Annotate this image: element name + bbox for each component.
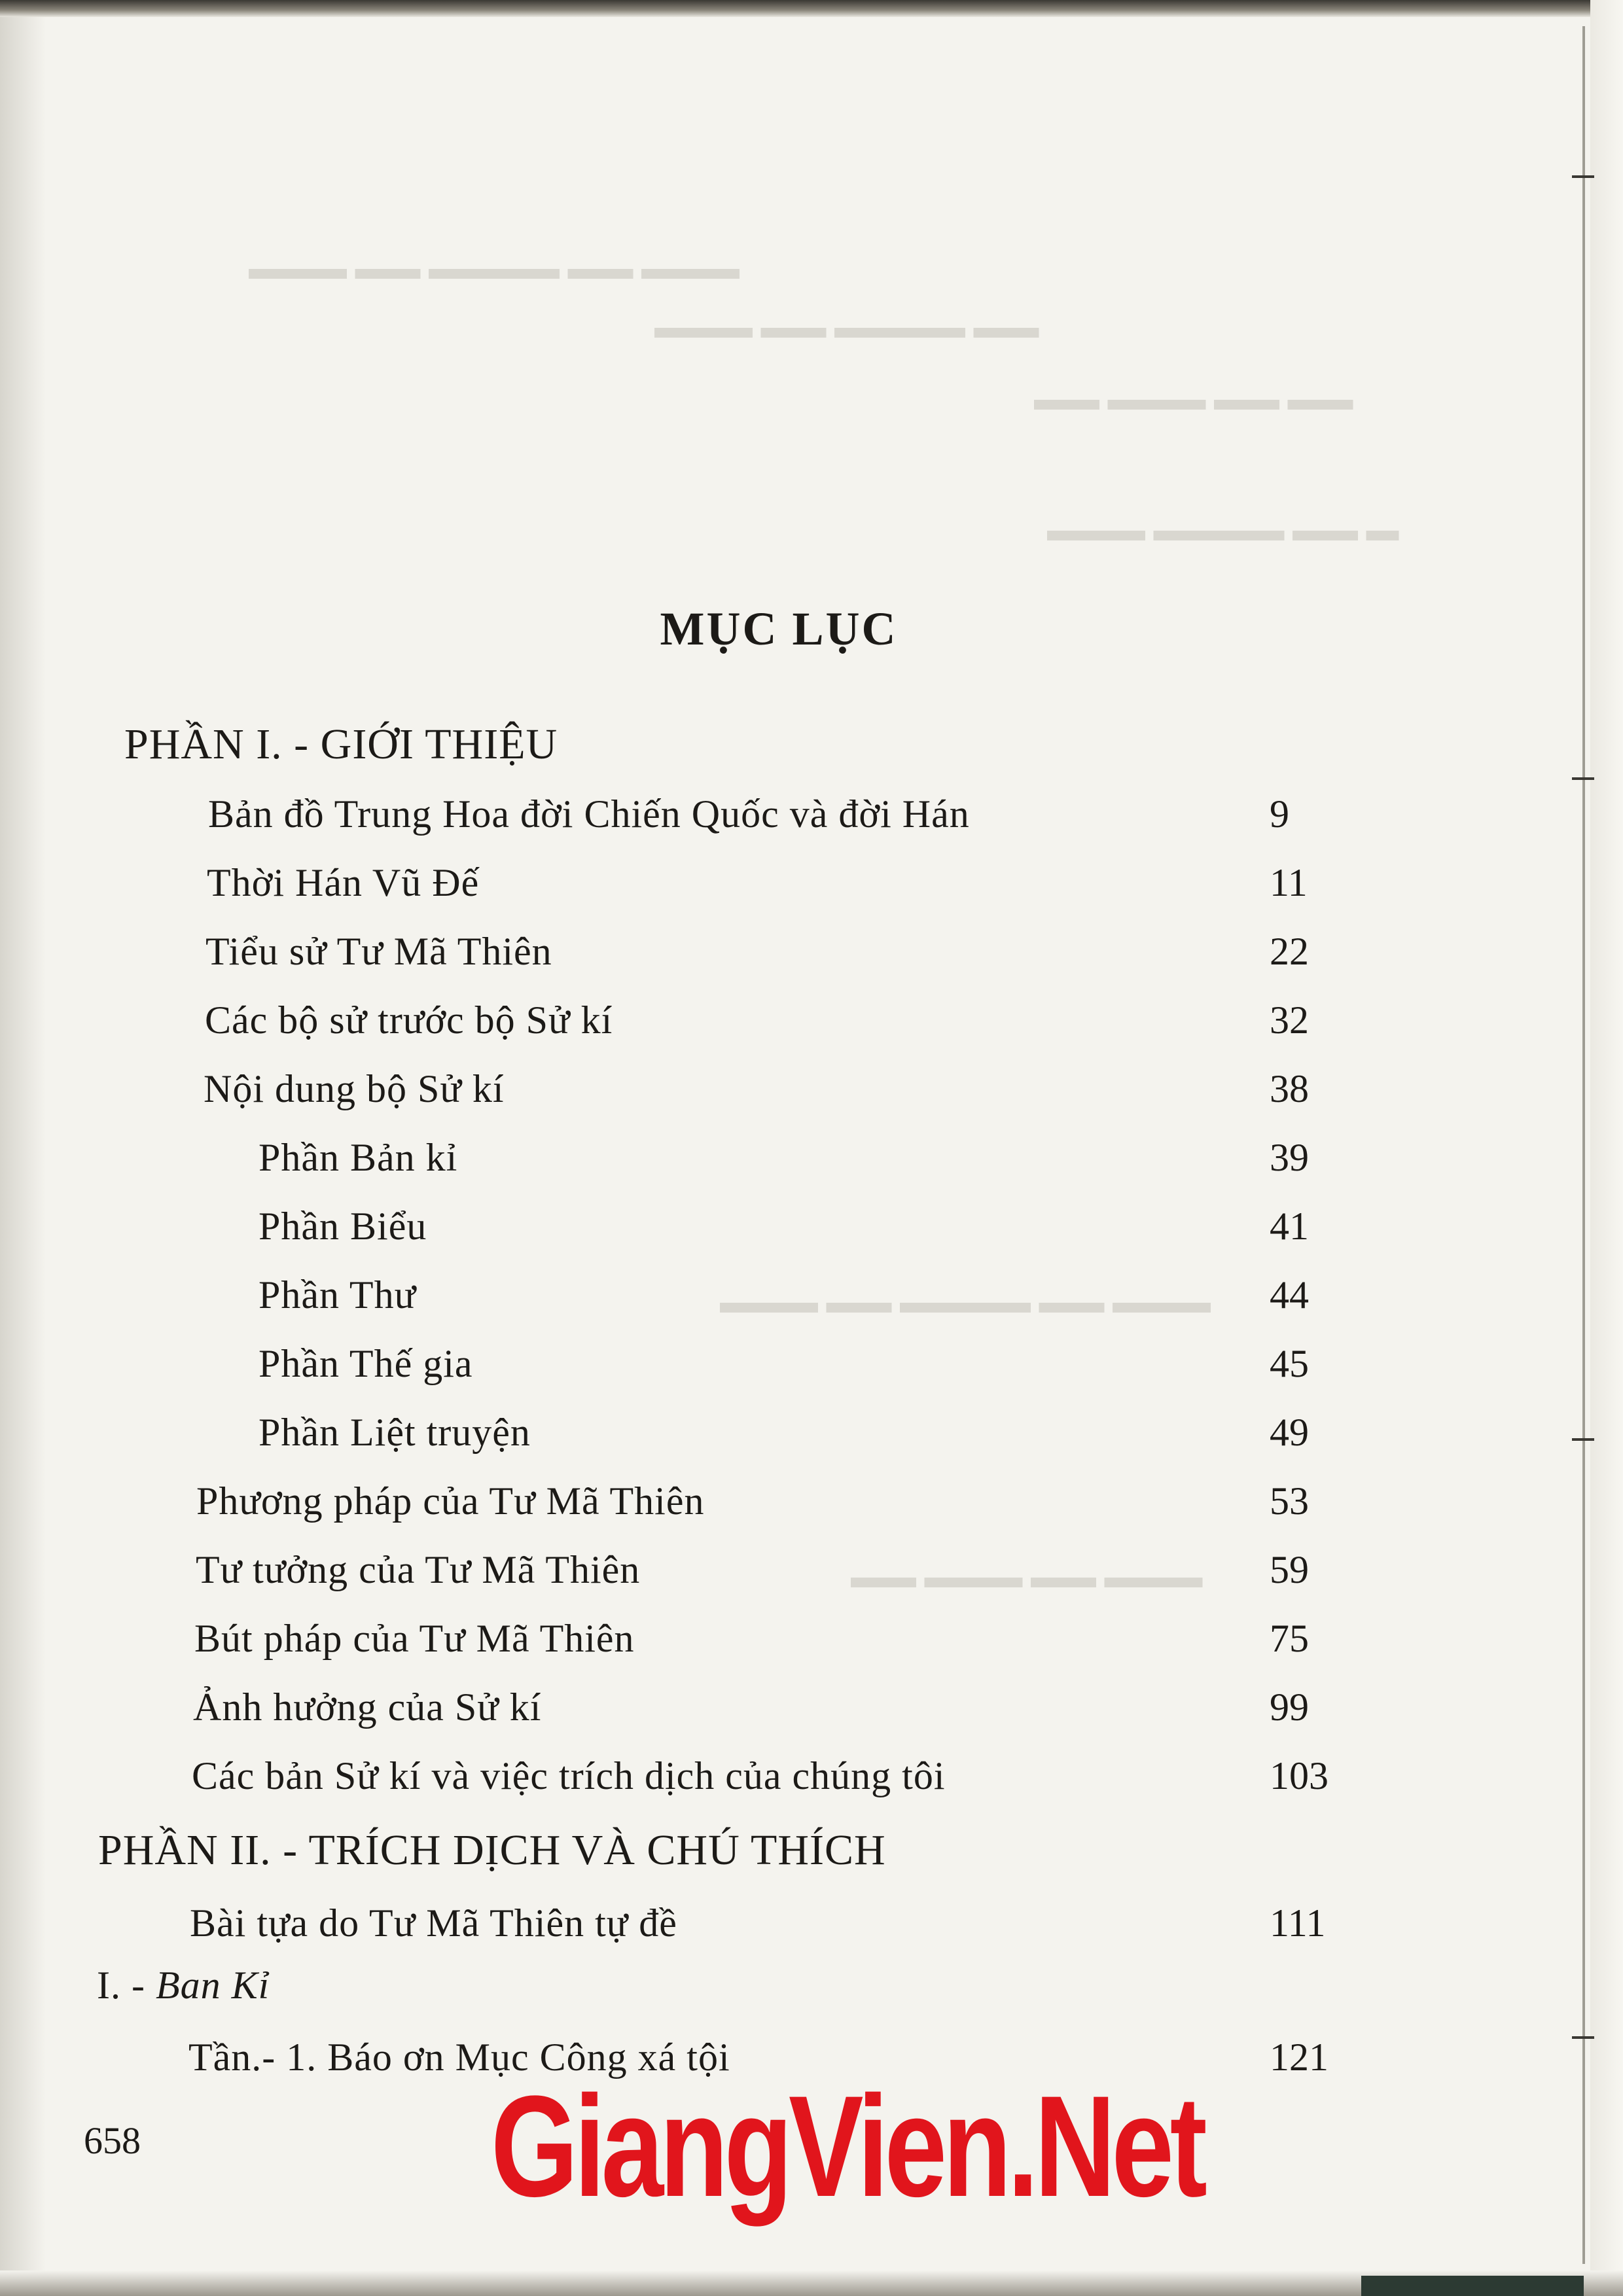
toc-entry-title[interactable]: Tần.- 1. Báo ơn Mục Công xá tội xyxy=(188,2036,730,2079)
toc-page-number: 49 xyxy=(1270,1411,1309,1454)
toc-entry-title[interactable]: Bút pháp của Tư Mã Thiên xyxy=(194,1617,635,1660)
toc-page-number: 9 xyxy=(1270,792,1289,836)
toc-page-number: 103 xyxy=(1270,1754,1329,1797)
scan-shadow-left xyxy=(0,0,46,2296)
toc-entry-title[interactable]: Phương pháp của Tư Mã Thiên xyxy=(196,1479,705,1523)
toc-entry-title[interactable]: Các bộ sử trước bộ Sử kí xyxy=(205,998,613,1042)
toc-page-number: 11 xyxy=(1270,861,1308,904)
toc-section-heading xyxy=(97,1963,270,2008)
edge-mark xyxy=(1572,777,1594,780)
toc-page-number: 53 xyxy=(1270,1479,1309,1523)
toc-page-number: 121 xyxy=(1270,2036,1329,2079)
toc-page-number: 22 xyxy=(1270,930,1309,973)
toc-entry-title[interactable]: Bài tựa do Tư Mã Thiên tự đề xyxy=(190,1901,677,1945)
toc-entry-title[interactable]: Tiểu sử Tư Mã Thiên xyxy=(205,930,552,973)
toc-entry-title[interactable]: Ảnh hưởng của Sử kí xyxy=(193,1686,542,1729)
toc-entry-title[interactable]: Tư tưởng của Tư Mã Thiên xyxy=(196,1548,641,1591)
toc-page-number: 75 xyxy=(1270,1617,1309,1660)
toc-page-number: 38 xyxy=(1270,1067,1309,1110)
toc-entry-title[interactable]: Thời Hán Vũ Đế xyxy=(207,861,480,904)
show-through-text: ▬▬ ▬▬▬ ▬▬ ▬▬▬ xyxy=(851,1558,1203,1595)
edge-mark xyxy=(1572,1438,1594,1441)
toc-page-number: 59 xyxy=(1270,1548,1309,1591)
toc-page-number: 99 xyxy=(1270,1686,1309,1729)
toc-section-prefix: I. - xyxy=(97,1964,156,2007)
toc-page-number: 45 xyxy=(1270,1342,1309,1385)
toc-entry-title[interactable]: Bản đồ Trung Hoa đời Chiến Quốc và đời Hán xyxy=(208,792,970,836)
scan-shadow-top xyxy=(0,0,1623,17)
toc-page-number: 44 xyxy=(1270,1273,1309,1316)
toc-entry-title[interactable]: Phần Bản kỉ xyxy=(259,1136,458,1179)
edge-mark xyxy=(1572,2036,1594,2039)
toc-page-number: 111 xyxy=(1270,1901,1326,1945)
show-through-text: ▬▬▬ ▬▬ ▬▬▬▬ ▬▬ ▬▬▬ xyxy=(720,1283,1211,1320)
toc-entry-title[interactable]: Phần Thư xyxy=(259,1273,417,1316)
toc-entry-title[interactable]: Phần Liệt truyện xyxy=(259,1411,531,1454)
show-through-text: ▬▬▬ ▬▬▬▬ ▬▬ ▬ xyxy=(1047,511,1399,548)
toc-page-number: 41 xyxy=(1270,1205,1309,1248)
scan-shadow-corner xyxy=(1361,2276,1584,2296)
toc-entry-title[interactable]: Phần Thế gia xyxy=(259,1342,473,1385)
page-number: 658 xyxy=(84,2119,141,2162)
toc-entry-title[interactable]: Phần Biểu xyxy=(259,1205,427,1248)
show-through-text: ▬▬▬ ▬▬ ▬▬▬▬ ▬▬ xyxy=(654,308,1039,345)
show-through-text: ▬▬▬ ▬▬ ▬▬▬▬ ▬▬ ▬▬▬ xyxy=(249,249,740,286)
toc-entry-title[interactable]: Các bản Sử kí và việc trích dịch của chúng tôi xyxy=(192,1754,946,1797)
toc-page-number: 32 xyxy=(1270,998,1309,1042)
page-margin-right xyxy=(1590,0,1623,2296)
toc-section-label: Ban Kỉ xyxy=(155,1964,270,2007)
toc-part-heading: PHẦN I. - GIỚI THIỆU xyxy=(124,720,558,768)
watermark-logo: GiangVien.Net xyxy=(491,2066,1204,2227)
toc-page-number: 39 xyxy=(1270,1136,1309,1179)
edge-mark xyxy=(1572,175,1594,178)
toc-entry-title[interactable]: Nội dung bộ Sử kí xyxy=(204,1067,505,1110)
toc-part-heading: PHẦN II. - TRÍCH DỊCH VÀ CHÚ THÍCH xyxy=(98,1826,886,1874)
show-through-text: ▬▬ ▬▬▬ ▬▬ ▬▬ xyxy=(1034,380,1353,417)
page-title: MỤC LỤC xyxy=(660,603,898,655)
page-edge-line xyxy=(1582,26,1585,2264)
